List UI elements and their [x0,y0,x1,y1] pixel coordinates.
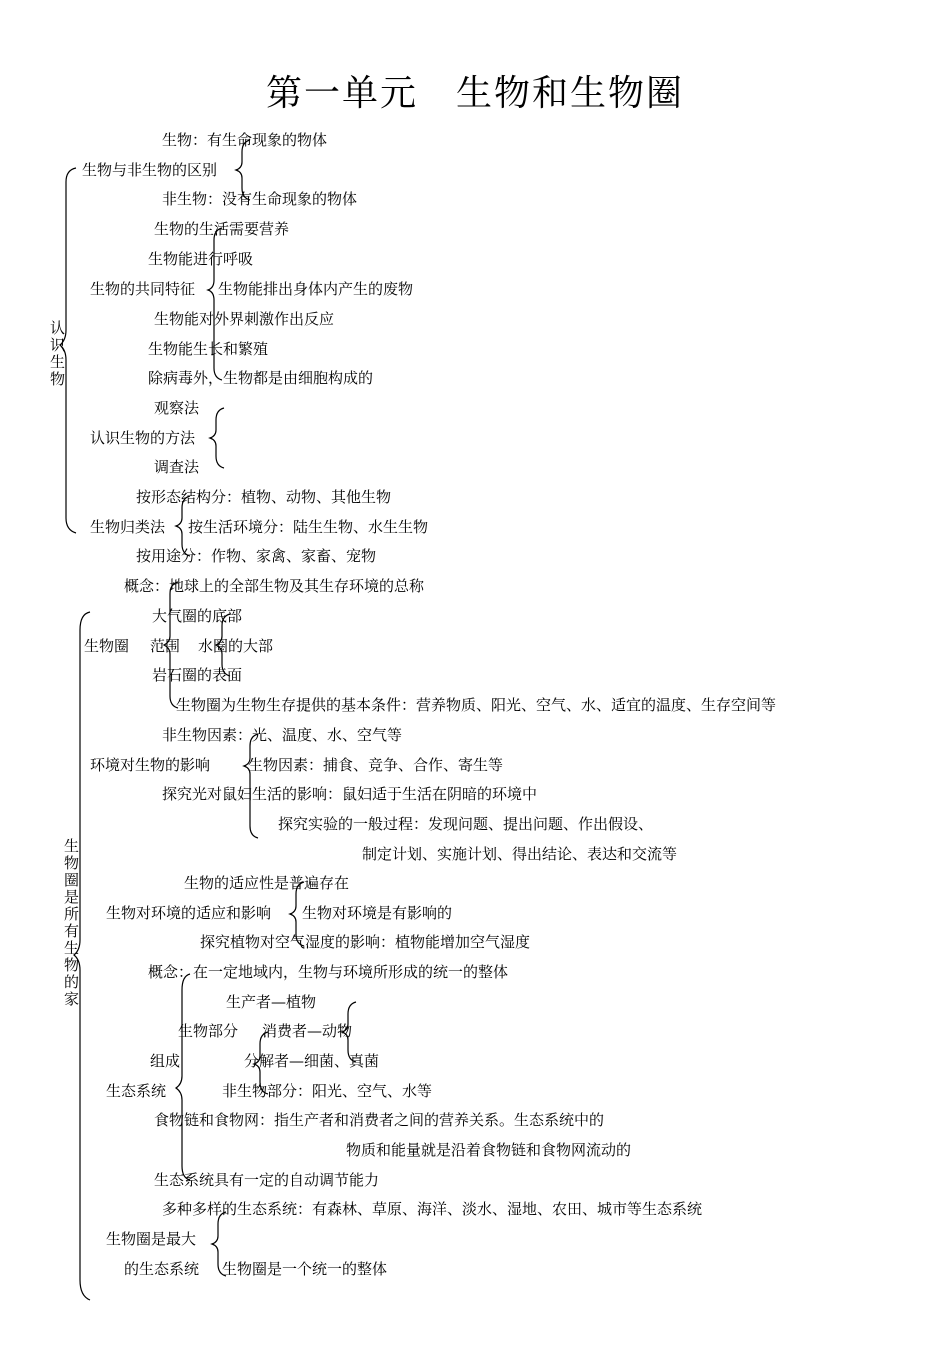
composition-label: 组成 [150,1052,181,1070]
range-item-lithosphere: 岩石圈的表面 [152,666,243,684]
classification-item-use: 按用途分：作物、家禽、家畜、宠物 [136,547,377,565]
features-heading: 生物的共同特征 [90,280,196,298]
method-item-survey: 调查法 [154,458,200,476]
adaptation-item-universal: 生物的适应性是普遍存在 [184,874,350,892]
food-chain-line-2: 物质和能量就是沿着食物链和食物网流动的 [346,1141,632,1159]
env-item-process-1: 探究实验的一般过程：发现问题、提出问题、作出假设、 [278,815,654,833]
ecosystem-concept: 概念：在一定地域内，生物与环境所形成的统一的整体 [148,963,509,981]
nonbio-part: 非生物部分：阳光、空气、水等 [222,1082,433,1100]
ecosystem-heading: 生态系统 [106,1082,167,1100]
self-regulation: 生态系统具有一定的自动调节能力 [154,1171,380,1189]
feature-item-excretion: 生物能排出身体内产生的废物 [218,280,414,298]
methods-heading: 认识生物的方法 [90,429,196,447]
feature-item-nutrition: 生物的生活需要营养 [154,220,290,238]
biosphere-heading: 生物圈 [84,637,130,655]
food-chain-line-1: 食物链和食物网：指生产者和消费者之间的营养关系。生态系统中的 [154,1111,605,1129]
largest-item-unified: 生物圈是一个统一的整体 [222,1260,388,1278]
bio-item-consumer: 消费者—动物 [262,1022,353,1040]
largest-heading-line-2: 的生态系统 [124,1260,200,1278]
adaptation-item-influence: 生物对环境是有影响的 [302,904,453,922]
range-item-hydrosphere: 水圈的大部 [198,637,274,655]
range-item-atmosphere: 大气圈的底部 [152,607,243,625]
adaptation-heading: 生物对环境的适应和影响 [106,904,272,922]
classification-item-form: 按形态结构分：植物、动物、其他生物 [136,488,392,506]
page-title: 第一单元 生物和生物圈 [265,73,684,114]
bio-part-label: 生物部分 [178,1022,239,1040]
classification-heading: 生物归类法 [90,518,166,536]
largest-item-diverse: 多种多样的生态系统：有森林、草原、海洋、淡水、湿地、农田、城市等生态系统 [162,1200,703,1218]
adaptation-item-humidity: 探究植物对空气湿度的影响：植物能增加空气湿度 [200,933,531,951]
distinction-item-nonliving: 非生物：没有生命现象的物体 [162,190,358,208]
side-label-biosphere: 生物圈是所有生物的家 [64,837,80,1008]
env-item-woodlouse: 探究光对鼠妇生活的影响：鼠妇适于生活在阴暗的环境中 [162,785,538,803]
feature-item-respiration: 生物能进行呼吸 [148,250,254,268]
bio-item-producer: 生产者—植物 [226,993,317,1011]
bio-item-decomposer: 分解者—细菌、真菌 [244,1052,380,1070]
distinction-heading: 生物与非生物的区别 [82,161,218,179]
side-label-recognize: 认识生物 [50,319,66,388]
brace-methods [210,408,224,468]
classification-item-habitat: 按生活环境分：陆生生物、水生生物 [188,518,429,536]
env-heading: 环境对生物的影响 [90,756,211,774]
biosphere-concept: 概念：地球上的全部生物及其生存环境的总称 [124,577,425,595]
method-item-observation: 观察法 [154,399,200,417]
feature-item-cells: 除病毒外，生物都是由细胞构成的 [148,369,374,387]
biosphere-conditions: 生物圈为生物生存提供的基本条件：营养物质、阳光、空气、水、适宜的温度、生存空间等 [176,696,777,714]
distinction-item-living: 生物：有生命现象的物体 [162,131,328,149]
largest-heading-line-1: 生物圈是最大 [106,1230,197,1248]
brace-ecosystem [176,974,190,1180]
range-label: 范围 [150,637,181,655]
feature-item-response: 生物能对外界刺激作出反应 [154,310,335,328]
env-item-abiotic: 非生物因素：光、温度、水、空气等 [162,726,403,744]
env-item-biotic: 生物因素：捕食、竞争、合作、寄生等 [248,756,504,774]
env-item-process-2: 制定计划、实施计划、得出结论、表达和交流等 [362,845,678,863]
feature-item-growth: 生物能生长和繁殖 [148,340,269,358]
